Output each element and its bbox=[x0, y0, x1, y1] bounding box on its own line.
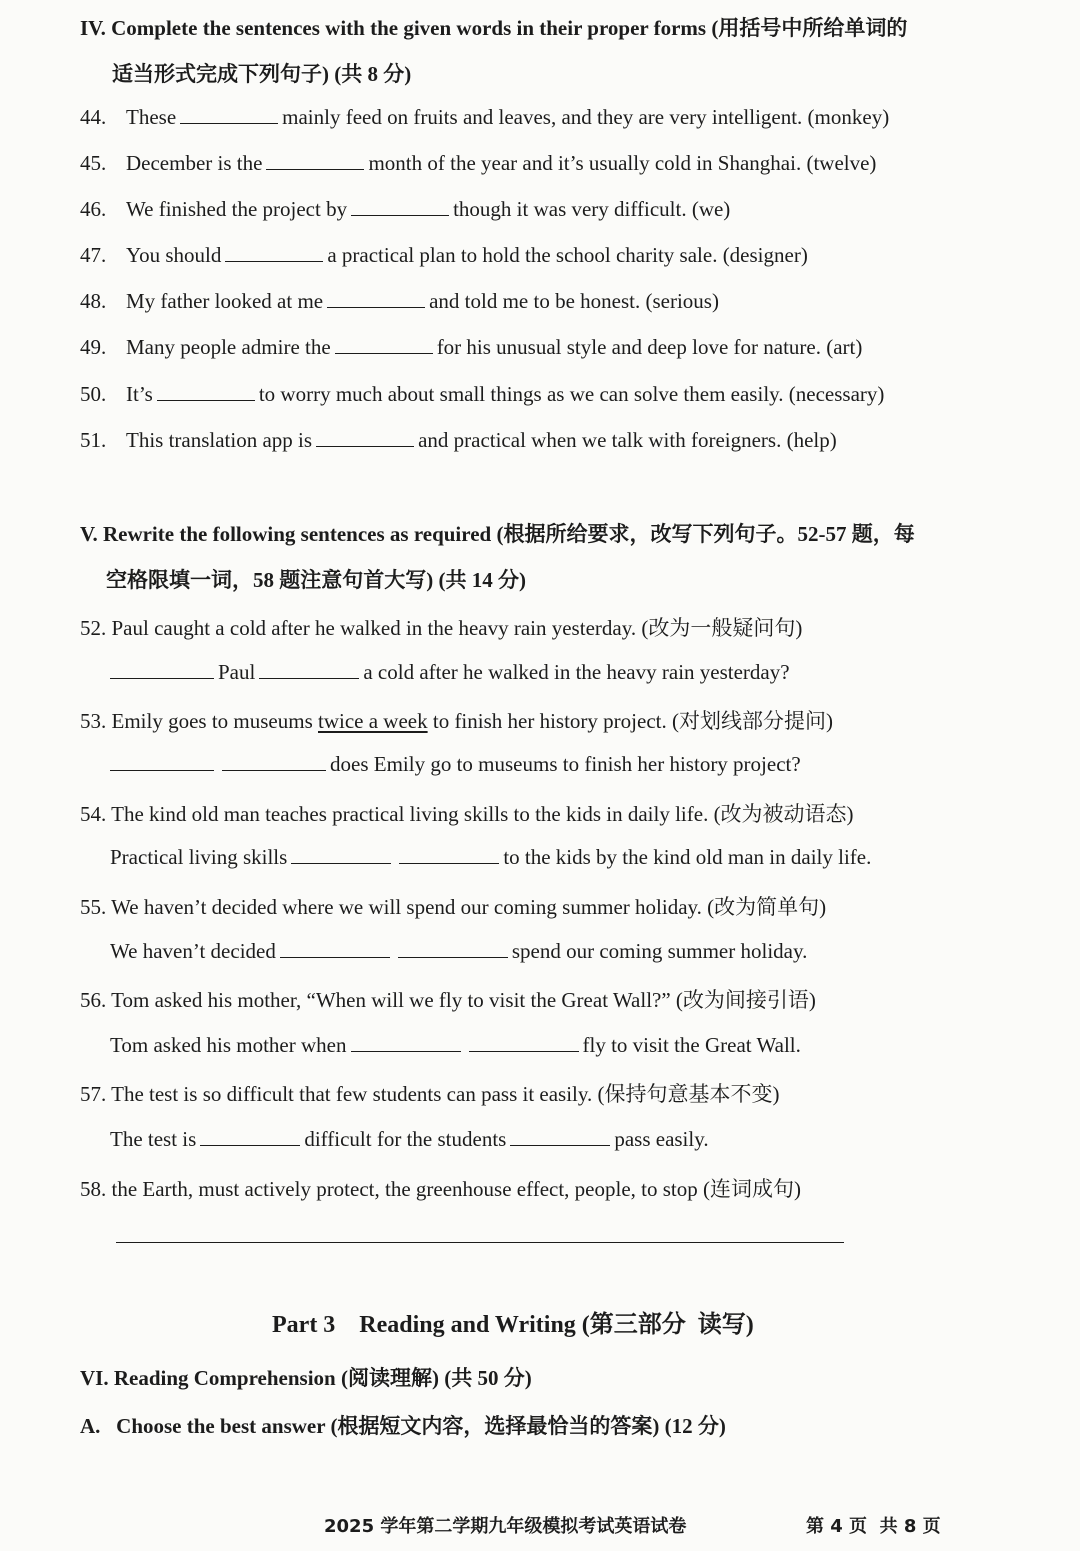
question-text-after: though it was very difficult. (we) bbox=[453, 197, 731, 221]
question-55-answer-line bbox=[110, 939, 807, 964]
answer-blank[interactable] bbox=[351, 197, 449, 216]
question-text-before: It’s bbox=[126, 382, 153, 406]
question-53 bbox=[80, 705, 833, 735]
answer-blank[interactable] bbox=[398, 939, 508, 958]
question-50 bbox=[80, 382, 884, 407]
question-text-before: Many people admire the bbox=[126, 335, 331, 359]
question-44 bbox=[80, 105, 889, 130]
answer-text: The test is bbox=[110, 1127, 197, 1151]
question-text-after: and practical when we talk with foreigners. (help) bbox=[418, 428, 837, 452]
question-number: 47. bbox=[80, 243, 107, 267]
answer-text: pass easily. bbox=[614, 1127, 709, 1151]
question-58: 58. the Earth, must actively protect, the greenhouse effect, people, to stop (连词成句) bbox=[80, 1177, 801, 1201]
section-a-heading: A. Choose the best answer (根据短文内容，选择最恰当的答案) (12 分) bbox=[80, 1414, 726, 1438]
question-46 bbox=[80, 197, 730, 222]
question-text-after: mainly feed on fruits and leaves, and they are very intelligent. (monkey) bbox=[282, 105, 890, 129]
section-iv-heading-line2: 适当形式完成下列句子) (共 8 分) bbox=[112, 62, 412, 86]
footer-page-number: 第 4 页 共 8 页 bbox=[806, 1516, 941, 1537]
answer-text: fly to visit the Great Wall. bbox=[582, 1033, 801, 1057]
answer-text: Paul bbox=[218, 660, 256, 684]
question-47 bbox=[80, 243, 808, 268]
question-text-after: to finish her history project. (对划线部分提问) bbox=[432, 709, 833, 733]
question-49 bbox=[80, 335, 862, 360]
answer-blank[interactable] bbox=[469, 1033, 579, 1052]
question-52: 52. Paul caught a cold after he walked in the heavy rain yesterday. (改为一般疑问句) bbox=[80, 616, 803, 640]
question-52-answer-line bbox=[110, 660, 790, 685]
question-text-before: This translation app is bbox=[126, 428, 313, 452]
answer-text: a cold after he walked in the heavy rain yesterday? bbox=[363, 660, 790, 684]
section-vi-heading: VI. Reading Comprehension (阅读理解) (共 50 分) bbox=[80, 1366, 532, 1390]
footer-exam-title: 2025 学年第二学期九年级模拟考试英语试卷 bbox=[324, 1516, 687, 1537]
answer-blank[interactable] bbox=[399, 845, 499, 864]
question-text-after: and told me to be honest. (serious) bbox=[429, 289, 719, 313]
question-48 bbox=[80, 289, 719, 314]
answer-blank[interactable] bbox=[180, 105, 278, 124]
question-text-before: You should bbox=[126, 243, 222, 267]
answer-blank[interactable] bbox=[200, 1127, 300, 1146]
question-text-after: month of the year and it’s usually cold in Shanghai. (twelve) bbox=[368, 151, 877, 175]
answer-blank[interactable] bbox=[510, 1127, 610, 1146]
part-3-title: Part 3 Reading and Writing (第三部分 读写) bbox=[272, 1312, 754, 1338]
question-text-before: 53. Emily goes to museums bbox=[80, 709, 313, 733]
answer-blank[interactable] bbox=[280, 939, 390, 958]
question-text-before: December is the bbox=[126, 151, 263, 175]
question-number: 49. bbox=[80, 335, 107, 359]
answer-blank[interactable] bbox=[327, 289, 425, 308]
answer-blank[interactable] bbox=[259, 660, 359, 679]
answer-blank[interactable] bbox=[110, 660, 214, 679]
question-57: 57. The test is so difficult that few students can pass it easily. (保持句意基本不变) bbox=[80, 1082, 780, 1106]
question-58-answer-line[interactable] bbox=[116, 1242, 844, 1243]
section-v-heading-line1: V. Rewrite the following sentences as required (根据所给要求，改写下列句子。52-57 题，每 bbox=[80, 522, 915, 546]
question-45 bbox=[80, 151, 876, 176]
question-number: 51. bbox=[80, 428, 107, 452]
answer-text: We haven’t decided bbox=[110, 939, 276, 963]
question-number: 44. bbox=[80, 105, 107, 129]
question-51 bbox=[80, 428, 837, 453]
answer-blank[interactable] bbox=[157, 382, 255, 401]
question-number: 50. bbox=[80, 382, 107, 406]
question-53-answer-line bbox=[110, 752, 801, 777]
underlined-phrase: twice a week bbox=[318, 709, 428, 733]
answer-text: to the kids by the kind old man in daily life. bbox=[503, 845, 872, 869]
answer-text: Tom asked his mother when bbox=[110, 1033, 347, 1057]
question-number: 45. bbox=[80, 151, 107, 175]
question-text-before: We finished the project by bbox=[126, 197, 348, 221]
answer-blank[interactable] bbox=[316, 428, 414, 447]
answer-text: does Emily go to museums to finish her history project? bbox=[330, 752, 801, 776]
question-57-answer-line bbox=[110, 1127, 709, 1152]
answer-blank[interactable] bbox=[110, 752, 214, 771]
question-text-after: a practical plan to hold the school charity sale. (designer) bbox=[327, 243, 808, 267]
question-number: 48. bbox=[80, 289, 107, 313]
question-56-answer-line bbox=[110, 1033, 801, 1058]
question-55: 55. We haven’t decided where we will spend our coming summer holiday. (改为简单句) bbox=[80, 895, 827, 919]
question-54: 54. The kind old man teaches practical living skills to the kids in daily life. (改为被动语态) bbox=[80, 802, 854, 826]
question-text-before: These bbox=[126, 105, 177, 129]
answer-blank[interactable] bbox=[351, 1033, 461, 1052]
question-number: 46. bbox=[80, 197, 107, 221]
section-iv-heading-line1: IV. Complete the sentences with the given words in their proper forms (用括号中所给单词的 bbox=[80, 16, 908, 40]
answer-blank[interactable] bbox=[222, 752, 326, 771]
question-text-after: to worry much about small things as we can solve them easily. (necessary) bbox=[258, 382, 885, 406]
answer-text: Practical living skills bbox=[110, 845, 288, 869]
answer-blank[interactable] bbox=[266, 151, 364, 170]
section-v-heading-line2: 空格限填一词，58 题注意句首大写) (共 14 分) bbox=[106, 568, 526, 592]
question-text-after: for his unusual style and deep love for nature. (art) bbox=[436, 335, 863, 359]
question-56: 56. Tom asked his mother, “When will we fly to visit the Great Wall?” (改为间接引语) bbox=[80, 988, 816, 1012]
answer-blank[interactable] bbox=[225, 243, 323, 262]
answer-blank[interactable] bbox=[291, 845, 391, 864]
question-text-before: My father looked at me bbox=[126, 289, 324, 313]
answer-text: difficult for the students bbox=[304, 1127, 507, 1151]
answer-text: spend our coming summer holiday. bbox=[511, 939, 808, 963]
answer-blank[interactable] bbox=[335, 335, 433, 354]
question-54-answer-line bbox=[110, 845, 871, 870]
